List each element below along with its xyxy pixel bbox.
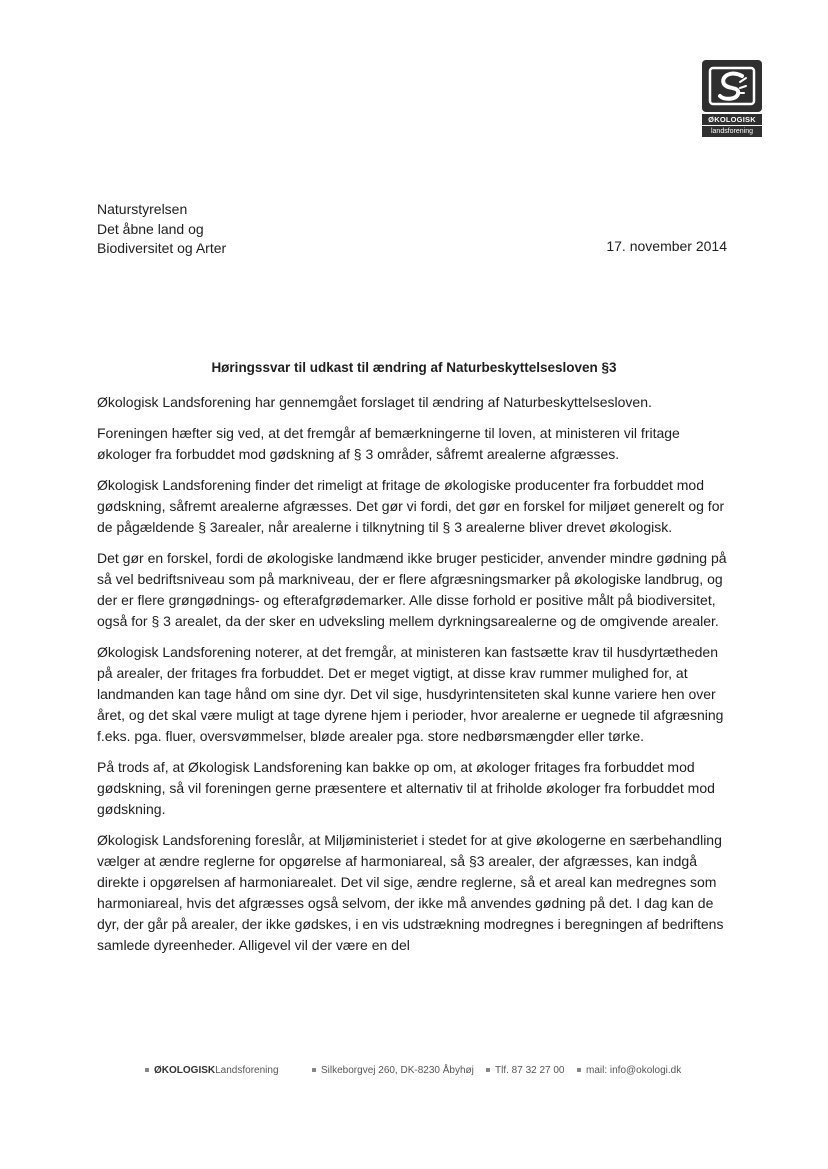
footer-address — [312, 1065, 474, 1076]
leaf-grain-icon — [702, 60, 762, 112]
footer-brand-bold: ØKOLOGISK — [154, 1065, 216, 1076]
organization-logo — [702, 60, 762, 138]
letter-body — [97, 392, 737, 966]
letter-date: 17. november 2014 — [606, 238, 727, 254]
footer-phone-text: Tlf. 87 32 27 00 — [495, 1065, 565, 1076]
logo-subtitle: landsforening — [702, 126, 762, 137]
footer-email — [577, 1065, 681, 1076]
document-title: Høringssvar til udkast til ændring af Naturbeskyttelsesloven §3 — [211, 360, 617, 375]
footer-address-text: Silkeborgvej 260, DK-8230 Åbyhøj — [321, 1065, 474, 1076]
body-paragraph: På trods af, at Økologisk Landsforening kan bakke op om, at økologer fritages fra forbuddet mod gødskning, så vil foreningen gerne præsentere et alternativ til at friholde økologer fra forbuddet mod gødskning. — [97, 759, 715, 817]
body-paragraph: Økologisk Landsforening noterer, at det fremgår, at ministeren kan fastsætte krav til husdyrtætheden på arealer, der fritages fra forbuddet. Det er meget vigtigt, at disse krav rummer mulighed for, at landmanden kan tage hånd om sine dyr. Det vil sige, husdyrintensiteten skal kunne variere hen over året, og det skal være muligt at tage dyrene hjem i perioder, hvor arealerne er uegnede til afgræsning f.eks. pga. fluer, oversvømmelser, bløde arealer pga. store nedbørsmængder eller tørke. — [97, 644, 724, 744]
recipient-line: Naturstyrelsen — [97, 201, 188, 217]
recipient-address — [97, 200, 226, 259]
body-paragraph: Økologisk Landsforening finder det rimeligt at fritage de økologiske producenter fra forbuddet mod gødskning, såfremt arealerne afgræsses. Det gør vi fordi, det gør en forskel for miljøet generelt og for de pågældende § 3arealer, når arealerne i tilknytning til § 3 arealerne bliver drevet økologisk. — [97, 477, 725, 535]
body-paragraph: Økologisk Landsforening har gennemgået forslaget til ændring af Naturbeskyttelsesloven. — [97, 394, 652, 410]
footer-brand — [145, 1065, 279, 1076]
body-paragraph: Økologisk Landsforening foreslår, at Miljøministeriet i stedet for at give økologerne en særbehandling vælger at ændre reglerne for opgørelse af harmoniareal, så §3 arealer, der afgræsses, kan indgå direkte i opgørelsen af harmoniarealet. Det vil sige, ændre reglerne, så et areal kan medregnes som harmoniareal, hvis det afgræsses også selvom, der ikke må anvendes gødning på det. I dag kan de dyr, der går på arealer, der ikke gødskes, i en vis udstrækning modregnes i beregningen af bedriftens samlede dyreenheder. Alligevel vil der være en del — [97, 832, 724, 953]
body-paragraph: Det gør en forskel, fordi de økologiske landmænd ikke bruger pesticider, anvender mindre gødning på så vel bedriftsniveau som på markniveau, der er flere afgræsningsmarker på økologiske landbrug, og der er flere grøngødnings- og efterafgrødemarker. Alle disse forhold er positive målt på biodiversitet, også for § 3 arealet, da der sker en udveksling mellem dyrkningsarealerne og de omgivende arealer. — [97, 550, 727, 629]
footer-email-text: mail: info@okologi.dk — [586, 1065, 682, 1076]
logo-name: ØKOLOGISK — [702, 114, 762, 125]
recipient-line: Det åbne land og — [97, 220, 204, 237]
bullet-square-icon — [145, 1068, 149, 1072]
body-paragraph: Foreningen hæfter sig ved, at det fremgår af bemærkningerne til loven, at ministeren vil fritage økologer fra forbuddet mod gødskning af § 3 områder, såfremt arealerne afgræsses. — [97, 425, 680, 462]
bullet-square-icon — [486, 1068, 490, 1072]
bullet-square-icon — [312, 1068, 316, 1072]
footer-phone — [486, 1065, 565, 1076]
footer-brand-rest: Landsforening — [215, 1065, 279, 1076]
bullet-square-icon — [577, 1068, 581, 1072]
recipient-line: Biodiversitet og Arter — [97, 240, 227, 256]
